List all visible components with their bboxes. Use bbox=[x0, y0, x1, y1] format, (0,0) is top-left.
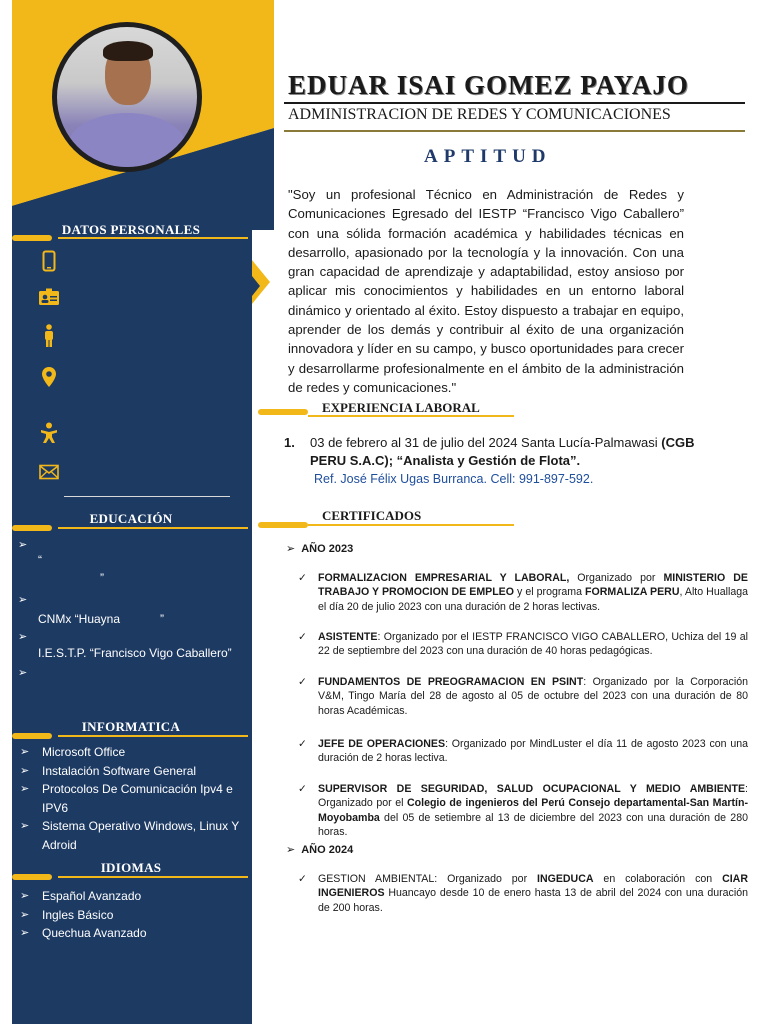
experience-number: 1. bbox=[284, 435, 295, 450]
person-icon bbox=[38, 324, 60, 348]
candidate-name: EDUAR ISAI GOMEZ PAYAJO bbox=[288, 70, 689, 100]
header-rule-top bbox=[284, 102, 745, 104]
education-item-1-line3: ” bbox=[100, 571, 104, 585]
divider-line bbox=[64, 496, 230, 497]
mail-icon bbox=[38, 464, 60, 488]
certificate-item: ✓ JEFE DE OPERACIONES: Organizado por MindLuster el día 11 de agosto 2023 con una duración de 2 horas lectiva. bbox=[298, 738, 749, 765]
experience-company: (CGB PERU S.A.C); “Analista y Gestión de Flota”. bbox=[310, 435, 695, 468]
section-pill bbox=[12, 874, 52, 880]
experience-text: 03 de febrero al 31 de julio del 2024 Santa Lucía-Palmawasi bbox=[310, 435, 662, 450]
aptitud-heading: APTITUD bbox=[424, 146, 552, 167]
section-pill bbox=[258, 409, 308, 415]
section-underline bbox=[58, 735, 248, 737]
section-underline bbox=[58, 237, 248, 239]
section-pill bbox=[12, 525, 52, 531]
education-bullet: ➢ bbox=[18, 667, 28, 679]
section-underline bbox=[58, 876, 248, 878]
section-title-certificates: CERTIFICADOS bbox=[322, 508, 422, 523]
list-item: ➢ Sistema Operativo Windows, Linux Y Adroid bbox=[20, 817, 252, 854]
section-title-personal: DATOS PERSONALES bbox=[61, 222, 201, 237]
certificate-item: ✓ ASISTENTE: Organizado por el IESTP FRANCISCO VIGO CABALLERO, Uchiza del 19 al 22 de septiembre del 2023 con una duración de 40 horas pedagógicas. bbox=[298, 631, 748, 658]
section-underline bbox=[308, 415, 514, 417]
section-title-languages: IDIOMAS bbox=[100, 860, 162, 875]
certificate-item: ✓ GESTION AMBIENTAL: Organizado por INGEDUCA en colaboración con CIAR INGENIEROS Huancayo desde 10 de enero hasta 13 de abril del 2024 con una duración de 200 horas. bbox=[298, 873, 748, 914]
certificate-item: ✓ SUPERVISOR DE SEGURIDAD, SALUD OCUPACIONAL Y MEDIO AMBIENTE: Organizado por el Colegio de ingenieros del Perú Consejo departamental-San Martín-Moyobamba del 05 de setiembre al 13 de diciembre del 2023 con una duración de 280 horas. bbox=[298, 783, 748, 838]
list-item: ➢ Quechua Avanzado bbox=[20, 924, 252, 943]
education-item-3: I.E.S.T.P. “Francisco Vigo Caballero” bbox=[38, 646, 232, 660]
candidate-title: ADMINISTRACION DE REDES Y COMUNICACIONES bbox=[288, 106, 671, 123]
informatics-list bbox=[20, 743, 252, 854]
id-card-icon bbox=[38, 288, 60, 312]
list-item: ➢ Microsoft Office bbox=[20, 743, 252, 762]
certificate-item: ✓ FUNDAMENTOS DE PREOGRAMACION EN PSINT: Organizado por la Corporación V&M, Tingo María del 28 de agosto al 05 de octubre del 2023 con una duración de 80 horas Académicas. bbox=[298, 676, 748, 717]
education-item-2: CNMx “Huayna ” bbox=[38, 612, 165, 626]
section-title-informatics: INFORMATICA bbox=[81, 719, 181, 734]
education-bullet: ➢ bbox=[18, 631, 28, 643]
phone-icon bbox=[38, 250, 60, 274]
experience-reference: Ref. José Félix Ugas Burranca. Cell: 991-897-592. bbox=[314, 472, 594, 486]
languages-list bbox=[20, 887, 252, 943]
section-underline bbox=[58, 527, 248, 529]
header-rule-bottom bbox=[284, 130, 745, 132]
section-title-education: EDUCACIÓN bbox=[89, 511, 173, 526]
section-pill bbox=[12, 235, 52, 241]
aptitud-text: "Soy un profesional Técnico en Administración de Redes y Comunicaciones Egresado del IESTP “Francisco Vigo Caballero” con una sólida formación académica y habilidades técnicas en desarrollo, apasionado por la tecnología y la innovación. Con una gran capacidad de aprendizaje y adaptabilidad, estoy ansioso por aplicar mis conocimientos y habilidades en un entorno laboral dinámico y orientado al éxito. Estoy dispuesto a trabajar en equipo, aprender de los demás y contribuir al éxito de una organización innovadora y líder en su campo, y busco oportunidades para crecer y desarrollarme profesionalmente en el ámbito de la administración de redes y comunicaciones." bbox=[288, 187, 684, 395]
list-item: ➢ Instalación Software General bbox=[20, 762, 252, 781]
location-pin-icon bbox=[38, 366, 60, 390]
section-pill bbox=[258, 522, 308, 528]
section-underline bbox=[308, 524, 514, 526]
certificate-item: ✓ FORMALIZACION EMPRESARIAL Y LABORAL, Organizado por MINISTERIO DE TRABAJO Y PROMOCION DE EMPLEO y el programa FORMALIZA PERU, Alto Huallaga el día 20 de julio 2023 con una duración de 2 horas lectivas. bbox=[298, 572, 748, 613]
education-item-1-line2: “ bbox=[38, 553, 42, 567]
list-item: ➢ Protocolos De Comunicación Ipv4 e IPV6 bbox=[20, 780, 252, 817]
section-title-experience: EXPERIENCIA LABORAL bbox=[322, 400, 480, 415]
profile-photo bbox=[52, 22, 202, 172]
list-item: ➢ Español Avanzado bbox=[20, 887, 252, 906]
year-label: ➢ AÑO 2023 bbox=[286, 543, 354, 555]
year-label: ➢ AÑO 2024 bbox=[286, 844, 354, 856]
list-item: ➢ Ingles Básico bbox=[20, 906, 252, 925]
education-bullet: ➢ bbox=[18, 539, 28, 551]
section-pill bbox=[12, 733, 52, 739]
decorative-triangle-inner bbox=[252, 276, 260, 296]
child-icon bbox=[38, 422, 60, 446]
education-bullet: ➢ bbox=[18, 594, 28, 606]
experience-item bbox=[284, 434, 714, 488]
